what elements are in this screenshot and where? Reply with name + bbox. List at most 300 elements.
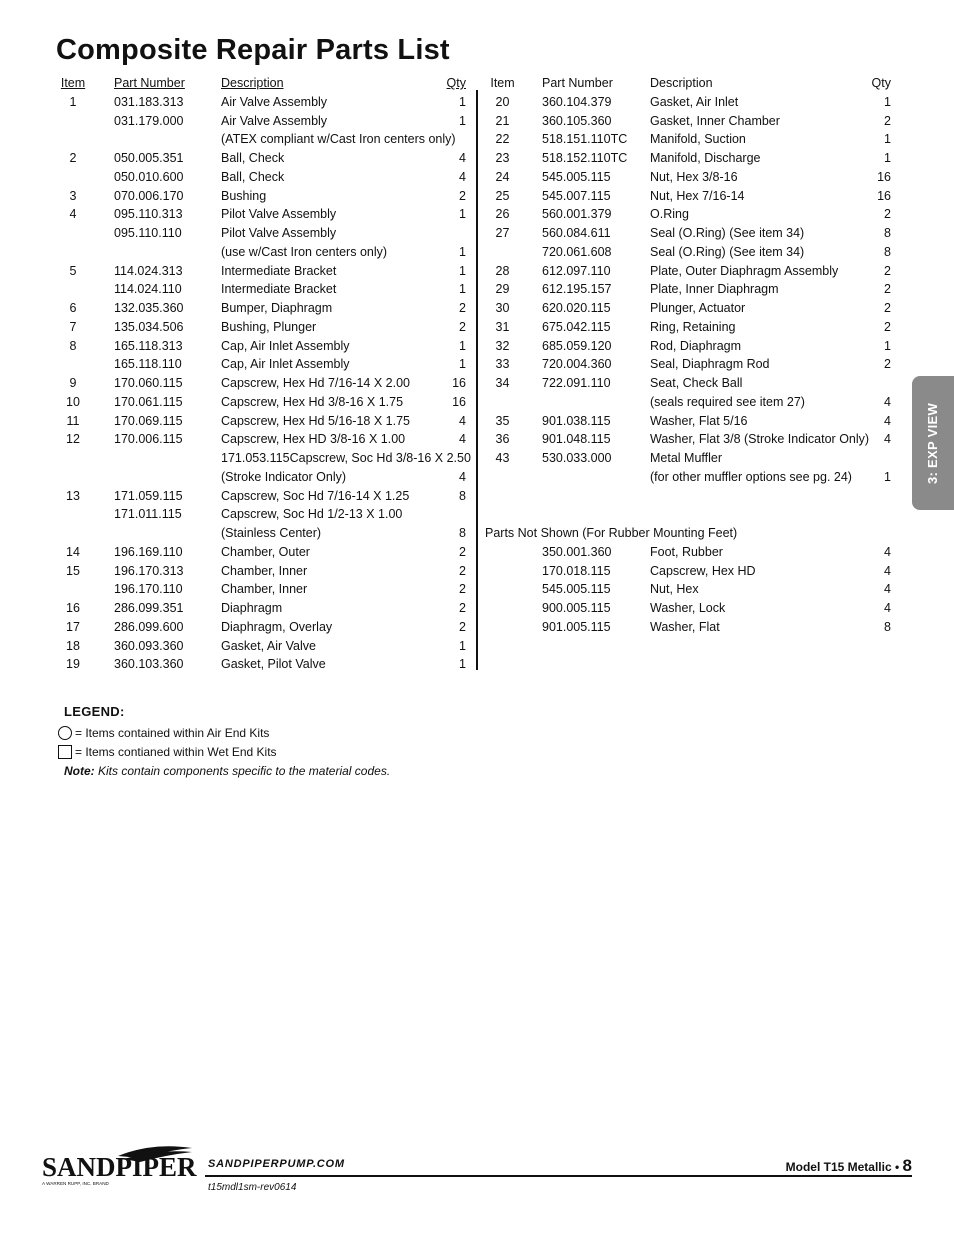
document-id: t15mdl1sm-rev0614 — [208, 1182, 297, 1193]
item-cell — [56, 505, 90, 524]
qty-cell: 2 — [884, 319, 891, 334]
table-row — [485, 187, 891, 206]
header-description: Description — [650, 76, 713, 90]
part-number-cell: 360.105.360 — [542, 113, 612, 128]
description-cell: Washer, Lock — [650, 601, 726, 615]
description-cell: Pilot Valve Assembly — [221, 207, 337, 222]
table-row — [485, 224, 891, 243]
table-row — [56, 93, 466, 112]
table-row — [56, 449, 466, 468]
item-cell: 4 — [69, 207, 77, 222]
table-row — [485, 243, 891, 262]
item-cell: 14 — [66, 544, 80, 559]
table-row — [56, 187, 466, 206]
table-row — [485, 618, 891, 637]
description-cell: Plate, Inner Diaphragm — [650, 282, 779, 297]
qty-cell: 4 — [884, 544, 891, 559]
header-item: Item — [490, 76, 515, 90]
part-number-cell: 675.042.115 — [542, 319, 611, 334]
table-row — [485, 599, 891, 618]
description-cell: Gasket, Pilot Valve — [221, 657, 326, 672]
item-cell: 43 — [495, 451, 510, 465]
item-cell: 33 — [495, 357, 510, 372]
item-cell: 23 — [495, 151, 510, 165]
part-number-cell: 165.118.313 — [114, 338, 183, 353]
description-cell: Nut, Hex 3/8-16 — [650, 169, 738, 184]
item-cell — [56, 355, 90, 374]
part-number-cell — [520, 505, 650, 524]
qty-cell: 2 — [884, 263, 891, 278]
table-row — [56, 543, 466, 562]
model-name: Model T15 Metallic • — [785, 1160, 903, 1174]
qty-cell: 1 — [459, 94, 466, 109]
part-number-cell: 720.004.360 — [542, 357, 612, 372]
qty-cell: 8 — [459, 526, 466, 540]
part-number-cell: 070.006.170 — [114, 188, 184, 203]
item-cell — [56, 168, 90, 187]
part-number-cell: 050.010.600 — [114, 169, 184, 184]
table-row — [485, 318, 891, 337]
table-row — [56, 487, 466, 506]
table-row — [485, 412, 891, 431]
item-cell: 20 — [495, 94, 510, 109]
qty-cell: 8 — [459, 488, 466, 503]
item-cell — [56, 224, 90, 243]
part-number-cell: 170.061.115 — [114, 394, 183, 409]
description-cell: Diaphragm, Overlay — [221, 619, 333, 634]
page-number: 8 — [902, 1156, 912, 1175]
table-row — [56, 562, 466, 581]
table-row — [56, 205, 466, 224]
item-cell — [56, 280, 90, 299]
item-cell: 7 — [69, 319, 77, 334]
item-cell — [485, 599, 520, 618]
table-row — [485, 393, 891, 412]
qty-cell: 1 — [884, 151, 891, 165]
part-number-cell: 286.099.600 — [114, 619, 184, 634]
table-row — [485, 449, 891, 468]
part-number-cell: 170.069.115 — [114, 413, 183, 428]
part-number-cell: 196.170.313 — [114, 563, 184, 578]
part-number-cell: 901.038.115 — [542, 413, 611, 428]
section-tab-label: 3: EXP VIEW — [925, 402, 941, 484]
table-row — [56, 168, 466, 187]
table-header-row — [56, 74, 466, 93]
note-text: Kits contain components specific to the material codes. — [94, 764, 391, 778]
item-cell: 15 — [66, 563, 80, 578]
qty-cell: 16 — [877, 188, 891, 203]
item-cell — [485, 618, 520, 637]
qty-cell: 2 — [884, 282, 891, 297]
parts-table-left — [56, 74, 471, 674]
part-number-cell: 170.018.115 — [542, 563, 611, 578]
column-divider — [476, 90, 478, 670]
description-cell: Seal, Diaphragm Rod — [650, 357, 770, 372]
item-cell: 3 — [69, 188, 77, 203]
part-number-cell — [90, 243, 221, 262]
description-cell: Plunger, Actuator — [650, 301, 746, 315]
description-cell: Washer, Flat 5/16 — [650, 413, 748, 428]
qty-cell: 1 — [884, 132, 891, 147]
part-number-cell: 135.034.506 — [114, 319, 184, 334]
description-cell: Foot, Rubber — [650, 544, 723, 559]
qty-cell: 4 — [884, 563, 891, 578]
item-cell: 6 — [69, 301, 77, 315]
description-cell: Chamber, Inner — [221, 582, 308, 597]
description-cell — [650, 505, 865, 524]
qty-cell: 4 — [884, 582, 891, 597]
table-row — [485, 149, 891, 168]
description-cell: Chamber, Outer — [221, 544, 310, 559]
item-cell: 9 — [69, 376, 77, 390]
description-cell: Bushing — [221, 188, 267, 203]
legend-air-text: = Items contained within Air End Kits — [75, 725, 270, 740]
item-cell: 25 — [495, 188, 510, 203]
part-number-cell: 095.110.110 — [114, 226, 182, 240]
qty-cell: 2 — [884, 207, 891, 222]
description-cell: Manifold, Suction — [650, 132, 746, 147]
description-cell: (ATEX compliant w/Cast Iron centers only) — [221, 132, 456, 147]
description-cell: Seal (O.Ring) (See item 34) — [650, 226, 805, 240]
legend-title: LEGEND: — [64, 704, 125, 719]
qty-cell: 2 — [459, 319, 466, 334]
item-cell — [56, 468, 90, 487]
item-cell: 34 — [495, 376, 510, 390]
qty-cell: 2 — [459, 544, 466, 559]
header-qty: Qty — [446, 76, 466, 90]
table-row — [485, 299, 891, 318]
description-cell: Cap, Air Inlet Assembly — [221, 338, 350, 353]
section-tab[interactable] — [912, 376, 954, 510]
table-row — [56, 112, 466, 131]
part-number-cell: 031.179.000 — [114, 113, 184, 128]
legend-wet-end — [58, 742, 390, 761]
description-cell: Diaphragm — [221, 601, 283, 615]
qty-cell: 4 — [459, 413, 466, 428]
qty-cell: 8 — [884, 244, 891, 259]
qty-cell: 2 — [459, 563, 466, 578]
table-row — [56, 637, 466, 656]
parts-table-right — [485, 74, 891, 637]
part-number-cell: 360.104.379 — [542, 94, 612, 109]
sandpiper-logo-icon — [40, 1140, 200, 1190]
table-row — [56, 618, 466, 637]
part-number-cell: 545.005.115 — [542, 169, 611, 184]
part-number-cell: 360.093.360 — [114, 638, 184, 653]
qty-cell: 1 — [459, 638, 466, 653]
item-cell: 12 — [66, 432, 80, 447]
table-row — [485, 112, 891, 131]
item-cell: 22 — [495, 132, 510, 147]
table-row — [485, 130, 891, 149]
part-number-cell: 901.048.115 — [542, 432, 611, 447]
part-number-cell: 170.006.115 — [114, 432, 183, 447]
table-row — [56, 149, 466, 168]
part-number-cell: 612.097.110 — [542, 263, 611, 278]
part-number-cell: 095.110.313 — [114, 207, 183, 222]
table-row — [485, 430, 891, 449]
item-cell: 13 — [66, 488, 80, 503]
table-row — [56, 468, 466, 487]
item-cell: 35 — [495, 413, 510, 428]
item-cell: 17 — [66, 619, 80, 634]
description-cell: Bushing, Plunger — [221, 319, 317, 334]
description-cell: Ball, Check — [221, 169, 285, 184]
item-cell — [56, 449, 90, 468]
part-number-cell: 031.183.313 — [114, 94, 184, 109]
qty-cell: 1 — [459, 338, 466, 353]
qty-cell: 1 — [459, 657, 466, 672]
part-number-cell: 518.152.110TC — [542, 151, 628, 165]
qty-cell: 2 — [459, 582, 466, 597]
description-cell: Capscrew, Soc Hd 1/2-13 X 1.00 — [221, 507, 403, 522]
table-row — [485, 355, 891, 374]
table-row — [56, 224, 466, 243]
item-cell — [56, 580, 90, 599]
table-row — [56, 580, 466, 599]
table-row — [56, 393, 466, 412]
item-cell: 28 — [495, 263, 510, 278]
item-cell: 11 — [66, 413, 80, 428]
table-row — [56, 243, 466, 262]
qty-cell — [438, 505, 466, 524]
table-row — [56, 412, 466, 431]
part-number-cell: 900.005.115 — [542, 601, 611, 615]
description-cell: Rod, Diaphragm — [650, 338, 742, 353]
header-qty: Qty — [871, 76, 891, 90]
qty-cell: 1 — [884, 94, 891, 109]
description-cell: Seal (O.Ring) (See item 34) — [650, 244, 805, 259]
table-row — [485, 468, 891, 487]
part-number-cell: 901.005.115 — [542, 619, 611, 634]
item-cell: 19 — [66, 657, 80, 672]
part-number-cell: 685.059.120 — [542, 338, 612, 353]
item-cell — [485, 505, 520, 524]
description-cell: Ring, Retaining — [650, 319, 736, 334]
part-number-cell — [90, 130, 221, 149]
circle-icon — [58, 726, 72, 740]
part-number-cell: 170.060.115 — [114, 376, 183, 390]
table-row — [56, 299, 466, 318]
part-number-cell: 196.170.110 — [114, 582, 183, 597]
item-cell: 30 — [495, 301, 510, 315]
table-row — [56, 262, 466, 281]
description-cell: Seat, Check Ball — [650, 376, 743, 390]
item-cell: 29 — [495, 282, 510, 297]
item-cell: 31 — [495, 319, 510, 334]
description-cell: Air Valve Assembly — [221, 113, 328, 128]
qty-cell: 4 — [459, 432, 466, 447]
table-row — [56, 505, 466, 524]
item-cell — [485, 562, 520, 581]
legend — [58, 704, 390, 778]
item-cell: 24 — [495, 169, 510, 184]
part-number-cell — [90, 449, 221, 468]
description-cell: Bumper, Diaphragm — [221, 301, 333, 315]
table-row — [485, 505, 891, 524]
part-number-cell: 530.033.000 — [542, 451, 612, 465]
part-number-cell: 560.001.379 — [542, 207, 612, 222]
description-cell: Chamber, Inner — [221, 563, 308, 578]
table-header-row — [485, 74, 891, 93]
website-link[interactable]: SANDPIPERPUMP.COM — [208, 1158, 345, 1170]
description-cell: Manifold, Discharge — [650, 151, 761, 165]
description-cell: (Stainless Center) — [221, 526, 322, 540]
part-number-cell: 114.024.110 — [114, 282, 182, 297]
item-cell — [485, 468, 520, 487]
qty-cell: 4 — [459, 469, 466, 484]
item-cell — [56, 524, 90, 543]
part-number-cell: 171.059.115 — [114, 488, 183, 503]
qty-cell: 4 — [459, 151, 466, 165]
qty-cell: 2 — [459, 301, 466, 315]
table-row — [56, 355, 466, 374]
description-cell: Intermediate Bracket — [221, 282, 337, 297]
item-cell — [485, 243, 520, 262]
part-number-cell: 545.005.115 — [542, 582, 611, 597]
table-row — [56, 430, 466, 449]
description-cell: (for other muffler options see pg. 24) — [650, 469, 852, 484]
description-cell — [650, 487, 865, 506]
part-number-cell: 720.061.608 — [542, 244, 612, 259]
qty-cell: 2 — [884, 357, 891, 372]
qty-cell: 8 — [884, 619, 891, 634]
description-cell: Washer, Flat 3/8 (Stroke Indicator Only) — [650, 432, 870, 447]
item-cell — [485, 393, 520, 412]
description-cell: Gasket, Inner Chamber — [650, 113, 780, 128]
item-cell: 1 — [69, 94, 77, 109]
item-cell: 26 — [495, 207, 510, 222]
item-cell — [485, 487, 520, 506]
qty-cell — [865, 374, 891, 393]
qty-cell: 8 — [884, 226, 891, 240]
description-cell: Capscrew, Soc Hd 7/16-14 X 1.25 — [221, 488, 410, 503]
table-row — [485, 93, 891, 112]
logo-wordmark: SANDPIPER — [42, 1152, 197, 1182]
table-row — [56, 280, 466, 299]
description-cell: Capscrew, Hex HD 3/8-16 X 1.00 — [221, 432, 406, 447]
description-cell: Intermediate Bracket — [221, 263, 337, 278]
description-cell: Nut, Hex — [650, 582, 699, 597]
qty-cell: 2 — [459, 188, 466, 203]
qty-cell — [865, 449, 891, 468]
logo-tagline: A WARREN RUPP, INC. BRAND — [42, 1181, 109, 1186]
part-number-cell: 360.103.360 — [114, 657, 184, 672]
description-cell: Cap, Air Inlet Assembly — [221, 357, 350, 372]
qty-cell: 2 — [459, 601, 466, 615]
item-cell: 16 — [66, 601, 80, 615]
description-cell: Metal Muffler — [650, 451, 723, 465]
part-number-cell — [520, 393, 650, 412]
not-shown-label: Parts Not Shown (For Rubber Mounting Feet) — [485, 526, 738, 540]
header-part-number: Part Number — [114, 76, 185, 90]
part-number-cell — [520, 468, 650, 487]
item-cell: 2 — [69, 151, 77, 165]
item-cell: 5 — [69, 263, 77, 278]
item-cell: 10 — [66, 394, 80, 409]
not-shown-label-row — [485, 524, 891, 543]
part-number-cell: 612.195.157 — [542, 282, 612, 297]
part-number-cell: 114.024.313 — [114, 263, 183, 278]
part-number-cell — [520, 487, 650, 506]
qty-cell: 1 — [884, 469, 891, 484]
part-number-cell — [90, 524, 221, 543]
table-row — [56, 337, 466, 356]
qty-cell: 1 — [459, 263, 466, 278]
table-row — [56, 374, 466, 393]
table-row — [485, 562, 891, 581]
description-cell: Nut, Hex 7/16-14 — [650, 188, 745, 203]
table-row — [485, 168, 891, 187]
table-row — [56, 655, 466, 674]
item-cell — [56, 243, 90, 262]
qty-cell: 4 — [884, 601, 891, 615]
qty-cell: 2 — [884, 113, 891, 128]
table-row — [485, 543, 891, 562]
qty-cell: 1 — [884, 338, 891, 353]
qty-cell: 1 — [459, 113, 466, 128]
part-number-cell: 620.020.115 — [542, 301, 611, 315]
square-icon — [58, 745, 72, 759]
description-cell: 171.053.115Capscrew, Soc Hd 3/8-16 X 2.50 — [221, 451, 471, 465]
part-number-cell: 050.005.351 — [114, 151, 184, 165]
qty-cell: 4 — [884, 432, 891, 447]
qty-cell — [865, 505, 891, 524]
qty-cell: 2 — [884, 301, 891, 315]
table-row — [485, 205, 891, 224]
qty-cell — [865, 487, 891, 506]
qty-cell: 2 — [459, 619, 466, 634]
header-description: Description — [221, 76, 284, 90]
part-number-cell: 350.001.360 — [542, 544, 612, 559]
header-item: Item — [60, 76, 86, 90]
qty-cell — [438, 224, 466, 243]
part-number-cell: 196.169.110 — [114, 544, 183, 559]
table-row — [56, 524, 466, 543]
description-cell: Capscrew, Hex Hd 3/8-16 X 1.75 — [221, 394, 404, 409]
item-cell: 18 — [66, 638, 80, 653]
description-cell: (use w/Cast Iron centers only) — [221, 244, 388, 259]
part-number-cell: 132.035.360 — [114, 301, 184, 315]
qty-cell: 1 — [459, 357, 466, 372]
qty-cell: 4 — [459, 169, 466, 184]
table-row — [485, 487, 891, 506]
table-row — [56, 130, 466, 149]
description-cell: Gasket, Air Valve — [221, 638, 316, 653]
qty-cell: 1 — [459, 207, 466, 222]
qty-cell: 4 — [884, 394, 891, 409]
description-cell: Capscrew, Hex Hd 5/16-18 X 1.75 — [221, 413, 410, 428]
item-cell — [485, 580, 520, 599]
table-row — [485, 262, 891, 281]
description-cell: O.Ring — [650, 207, 689, 222]
part-number-cell: 545.007.115 — [542, 188, 611, 203]
page-title: Composite Repair Parts List — [56, 34, 450, 66]
description-cell: Air Valve Assembly — [221, 94, 328, 109]
part-number-cell: 518.151.110TC — [542, 132, 628, 147]
header-part-number: Part Number — [542, 76, 613, 90]
qty-cell: 1 — [459, 244, 466, 259]
description-cell: Ball, Check — [221, 151, 285, 165]
description-cell: (Stroke Indicator Only) — [221, 469, 347, 484]
legend-wet-text: = Items contianed within Wet End Kits — [75, 744, 277, 759]
description-cell: Capscrew, Hex Hd 7/16-14 X 2.00 — [221, 376, 410, 390]
item-cell — [485, 543, 520, 562]
table-row — [485, 337, 891, 356]
note-label: Note: — [64, 764, 95, 778]
qty-cell: 16 — [452, 394, 466, 409]
qty-cell: 16 — [452, 376, 466, 390]
